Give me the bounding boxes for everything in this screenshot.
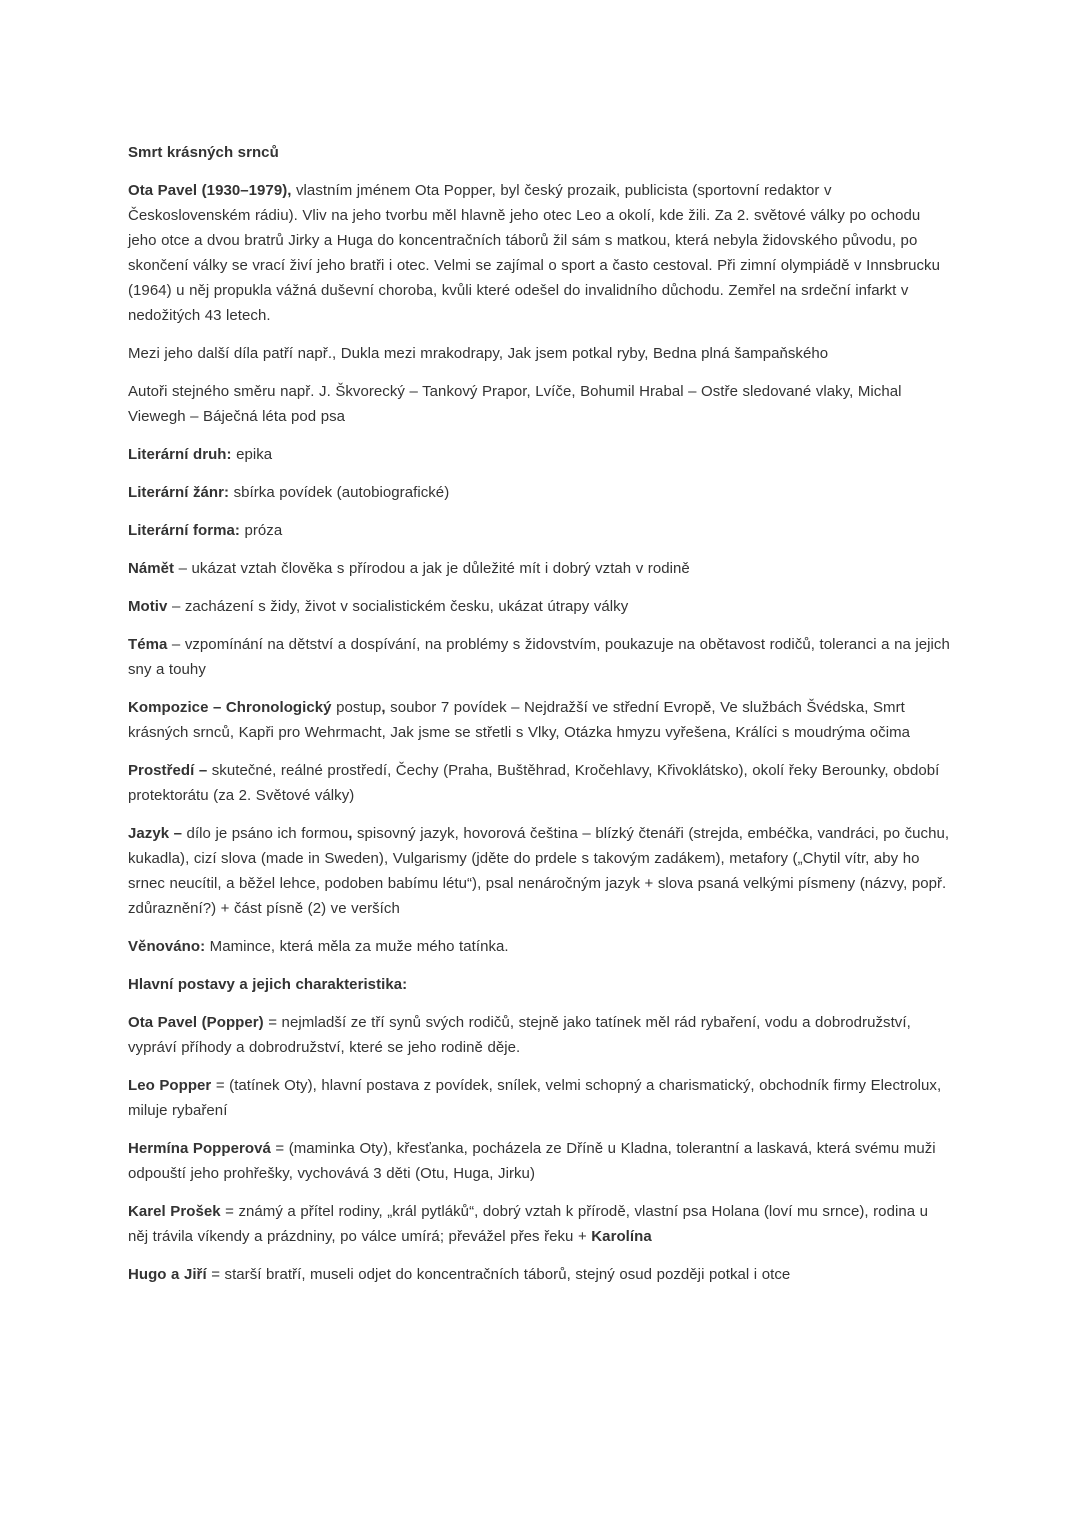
text-run: skutečné, reálné prostředí, Čechy (Praha, Buštěhrad, Kročehlavy, Křivoklátsko), okolí řeky Berounky, období protektorátu (za 2. Světové války) [128,762,940,804]
paragraph-theme [128,632,950,682]
text-run: postup [331,699,382,716]
text-run: sbírka povídek (autobiografické) [229,484,450,501]
text-run: spisovný jazyk, hovorová čeština – blízký čtenáři (strejda, embéčka, vandráci, po čuchu, kukadla), cizí slova (made in Sweden), Vulgarismy (jděte do prdele s takovým zadákem), metafory („Chytil vítr, aby ho srnec neucítil, a běžel lehce, podoben babímu létu“), psal nenáročným jazyk + slova psaná velkými písmeny (názvy, popř. zdůraznění?) + část písně (2) ve verších [128,825,950,917]
text-run-bold: Literární druh: [128,446,232,463]
paragraph-literary-type [128,442,950,467]
text-run: = nejmladší ze tří synů svých rodičů, stejně jako tatínek měl rád rybaření, vodu a dobrodružství, vypráví příhody a dobrodružství, které se jeho rodině děje. [128,1014,911,1056]
text-run-bold: , [348,825,353,842]
text-run: epika [231,446,273,463]
paragraph-author-bio [128,178,950,328]
paragraph-character-ota-pavel [128,1010,950,1060]
paragraph-character-karel-prosek [128,1199,950,1249]
text-run: = (tatínek Oty), hlavní postava z povídek, snílek, velmi schopný a charismatický, obchodník firmy Electrolux, miluje rybaření [128,1077,942,1119]
paragraph-setting [128,758,950,808]
text-run: = starší bratří, museli odjet do koncentračních táborů, stejný osud později potkal i otce [206,1266,791,1283]
text-run: Autoři stejného směru např. J. Škvorecký – Tankový Prapor, Lvíče, Bohumil Hrabal – Ostře sledované vlaky, Michal Viewegh – Báječná léta pod psa [128,383,902,425]
paragraph-character-hugo-a-jiri [128,1262,950,1287]
text-run-bold: Literární forma: [128,522,240,539]
text-run: Mamince, která měla za muže mého tatínka. [205,938,509,955]
paragraph-language [128,821,950,921]
paragraph-literary-genre [128,480,950,505]
text-run: vlastním jménem Ota Popper, byl český prozaik, publicista (sportovní redaktor v Československém rádiu). Vliv na jeho tvorbu měl hlavně jeho otec Leo a okolí, kde žili. Za 2. světové války po ochodu jeho otce a dvou bratrů Jirky a Huga do koncentračních táborů žil sám s matkou, která nebyla židovského původu, po skončení války se vrací živí jeho bratři i otec. Velmi se zajímal o sport a často cestoval. Při zimní olympiádě v Innsbrucku (1964) u něj propukla vážná duševní choroba, kvůli které odešel do invalidního důchodu. Zemřel na srdeční infarkt v nedožitých 43 letech. [128,182,940,324]
text-run-bold: Literární žánr: [128,484,230,501]
paragraph-title [128,140,950,165]
text-run-bold: Leo Popper [128,1077,212,1094]
paragraph-subject [128,556,950,581]
paragraph-dedication [128,934,950,959]
text-run-bold: Věnováno: [128,938,206,955]
text-run-bold: Námět [128,560,175,577]
paragraph-character-leo-popper [128,1073,950,1123]
text-run: soubor 7 povídek – Nejdražší ve střední Evropě, Ve službách Švédska, Smrt krásných srnců, Kapři pro Wehrmacht, Jak jsme se střetli s Vlky, Otázka hmyzu vyřešena, Králíci s moudrýma očima [128,699,911,741]
text-run: – zacházení s židy, život v socialistickém česku, ukázat útrapy války [167,598,629,615]
text-run-bold: , [381,699,386,716]
document-body [128,140,950,1287]
paragraph-character-hermina-popperova [128,1136,950,1186]
text-run-bold: Ota Pavel (Popper) [128,1014,264,1031]
text-run-bold: Kompozice – Chronologický [128,699,332,716]
text-run-bold: Téma [128,636,168,653]
paragraph-other-works [128,341,950,366]
text-run: = známý a přítel rodiny, „král pytláků“, dobrý vztah k přírodě, vlastní psa Holana (loví mu srnce), rodina u něj trávila víkendy a prázdniny, po válce umírá; převážel přes řeku + [128,1203,929,1245]
text-run-bold: Karel Prošek [128,1203,221,1220]
text-run-bold: Karolína [591,1228,652,1245]
paragraph-similar-authors [128,379,950,429]
text-run-bold: Hugo a Jiří [128,1266,207,1283]
text-run-bold: Hlavní postavy a jejich charakteristika: [128,976,408,993]
text-run: – ukázat vztah člověka s přírodou a jak je důležité mít i dobrý vztah v rodině [174,560,690,577]
text-run: = (maminka Oty), křesťanka, pocházela ze Dříně u Kladna, tolerantní a laskavá, která svému muži odpouští jeho prohřešky, vychovává 3 děti (Otu, Huga, Jirku) [128,1140,936,1182]
text-run-bold: Prostředí – [128,762,208,779]
text-run-bold: Motiv [128,598,168,615]
text-run-bold: Ota Pavel (1930–1979), [128,182,292,199]
text-run-bold: Hermína Popperová [128,1140,271,1157]
paragraph-literary-form [128,518,950,543]
paragraph-composition [128,695,950,745]
text-run: Mezi jeho další díla patří např., Dukla mezi mrakodrapy, Jak jsem potkal ryby, Bedna plná šampaňského [128,345,829,362]
paragraph-motif [128,594,950,619]
text-run-bold: Smrt krásných srnců [128,144,279,161]
text-run-bold: Jazyk – [128,825,183,842]
text-run: – vzpomínání na dětství a dospívání, na problémy s židovstvím, poukazuje na obětavost rodičů, toleranci a na jejich sny a touhy [128,636,950,678]
text-run: dílo je psáno ich formou [182,825,349,842]
paragraph-characters-heading [128,972,950,997]
text-run: próza [239,522,283,539]
